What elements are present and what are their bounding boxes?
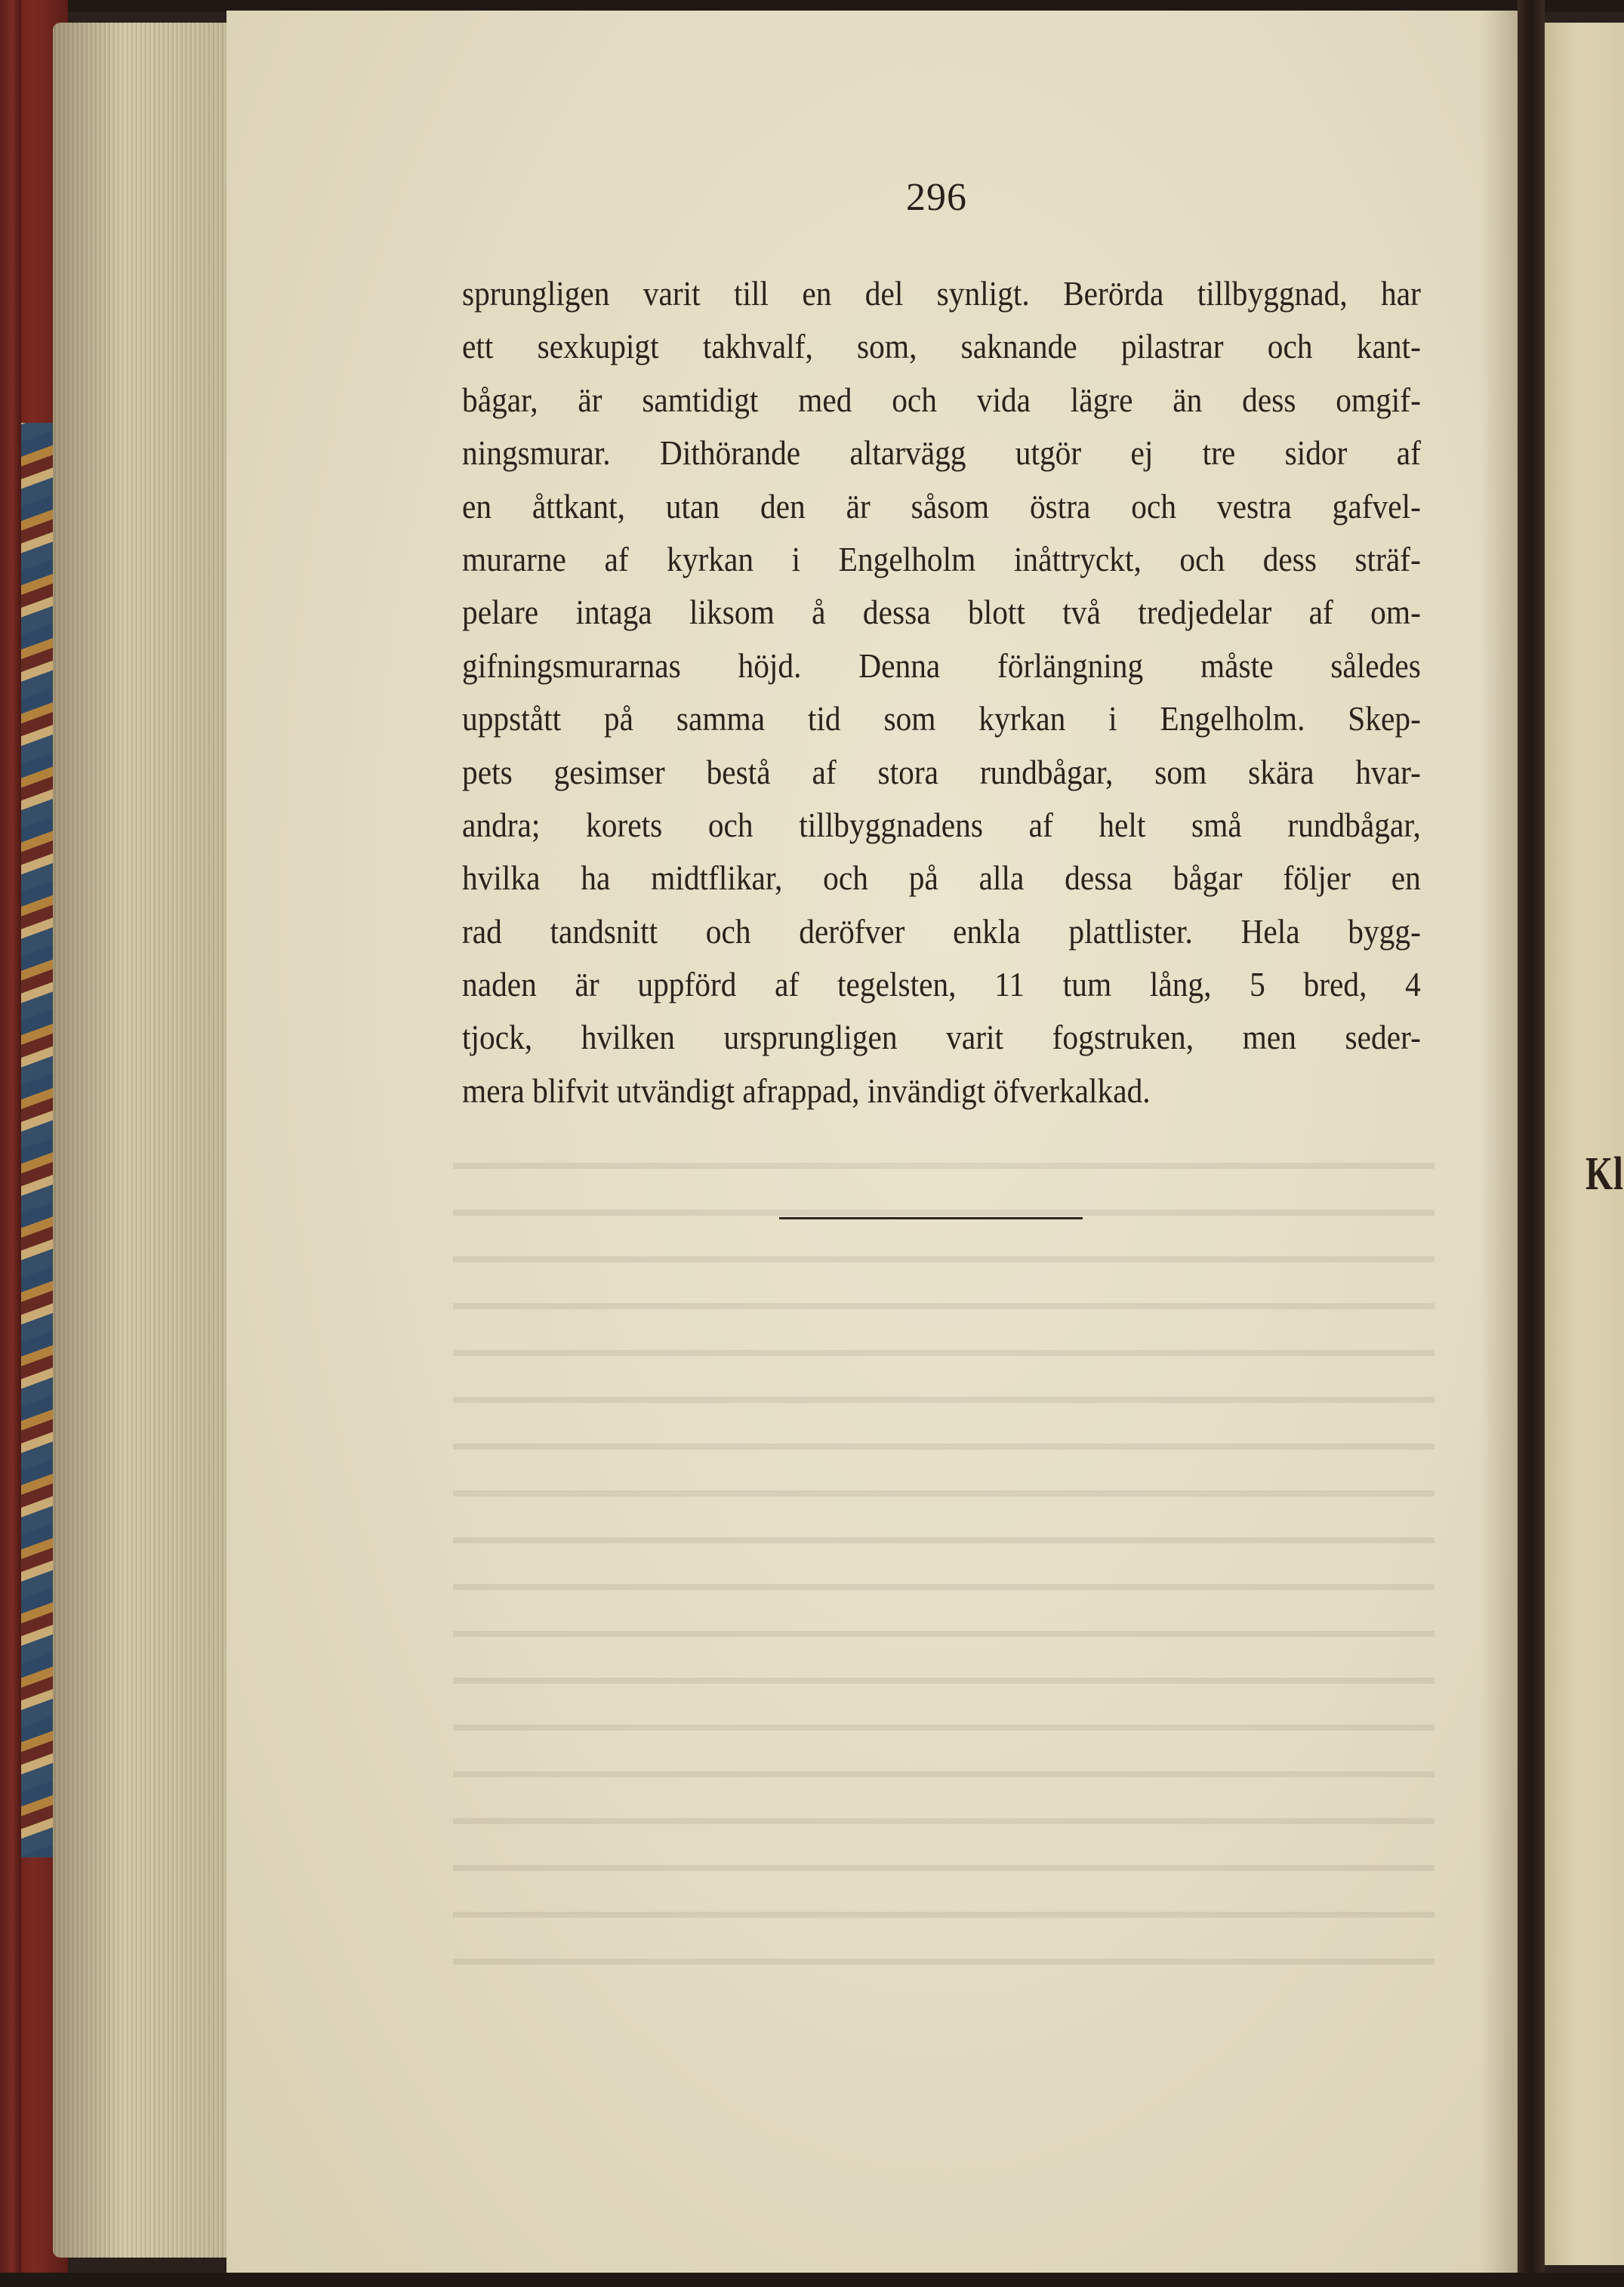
book-spine <box>1518 0 1545 2287</box>
text-line: uppstått på samma tid som kyrkan i Engelholm. Skep- <box>462 699 1421 738</box>
facing-page-text: Kl <box>1585 1148 1624 1200</box>
text-line: mera blifvit utvändigt afrappad, invändigt öfverkalkad. <box>462 1071 1151 1110</box>
text-line: bågar, är samtidigt med och vida lägre än dess omgif- <box>462 380 1421 419</box>
text-line: pelare intaga liksom å dessa blott två tredjedelar af om- <box>462 593 1421 632</box>
text-line: murarne af kyrkan i Engelholm inåttryckt, och dess sträf- <box>462 539 1421 578</box>
text-line: tjock, hvilken ursprungligen varit fogstruken, men seder- <box>462 1018 1421 1057</box>
text-line: en åttkant, utan den är såsom östra och vestra gafvel- <box>462 486 1421 526</box>
page-body-text <box>462 267 1421 1117</box>
bottom-shadow <box>0 2273 1624 2287</box>
leather-cover-edge <box>0 0 21 2287</box>
section-divider-rule <box>779 1217 1083 1219</box>
text-line: rad tandsnitt och deröfver enkla plattlister. Hela bygg- <box>462 911 1421 951</box>
text-line: naden är uppförd af tegelsten, 11 tum lång, 5 bred, 4 <box>462 965 1421 1004</box>
text-line: gifningsmurarnas höjd. Denna förlängning måste således <box>462 646 1421 685</box>
text-line: ningsmurar. Dithörande altarvägg utgör ej tre sidor af <box>462 433 1421 473</box>
text-line: ett sexkupigt takhvalf, som, saknande pilastrar och kant- <box>462 327 1421 366</box>
page-number: 296 <box>906 176 967 219</box>
text-line: sprungligen varit till en del synligt. Berörda tillbyggnad, har <box>462 274 1421 313</box>
show-through-text <box>453 1133 1434 2001</box>
text-line: andra; korets och tillbyggnadens af helt små rundbågar, <box>462 805 1421 844</box>
facing-page <box>1545 23 1624 2265</box>
text-line: pets gesimser bestå af stora rundbågar, som skära hvar- <box>462 752 1421 791</box>
page-edges-shade <box>53 23 234 2258</box>
text-line: hvilka ha midtflikar, och på alla dessa bågar följer en <box>462 858 1421 898</box>
